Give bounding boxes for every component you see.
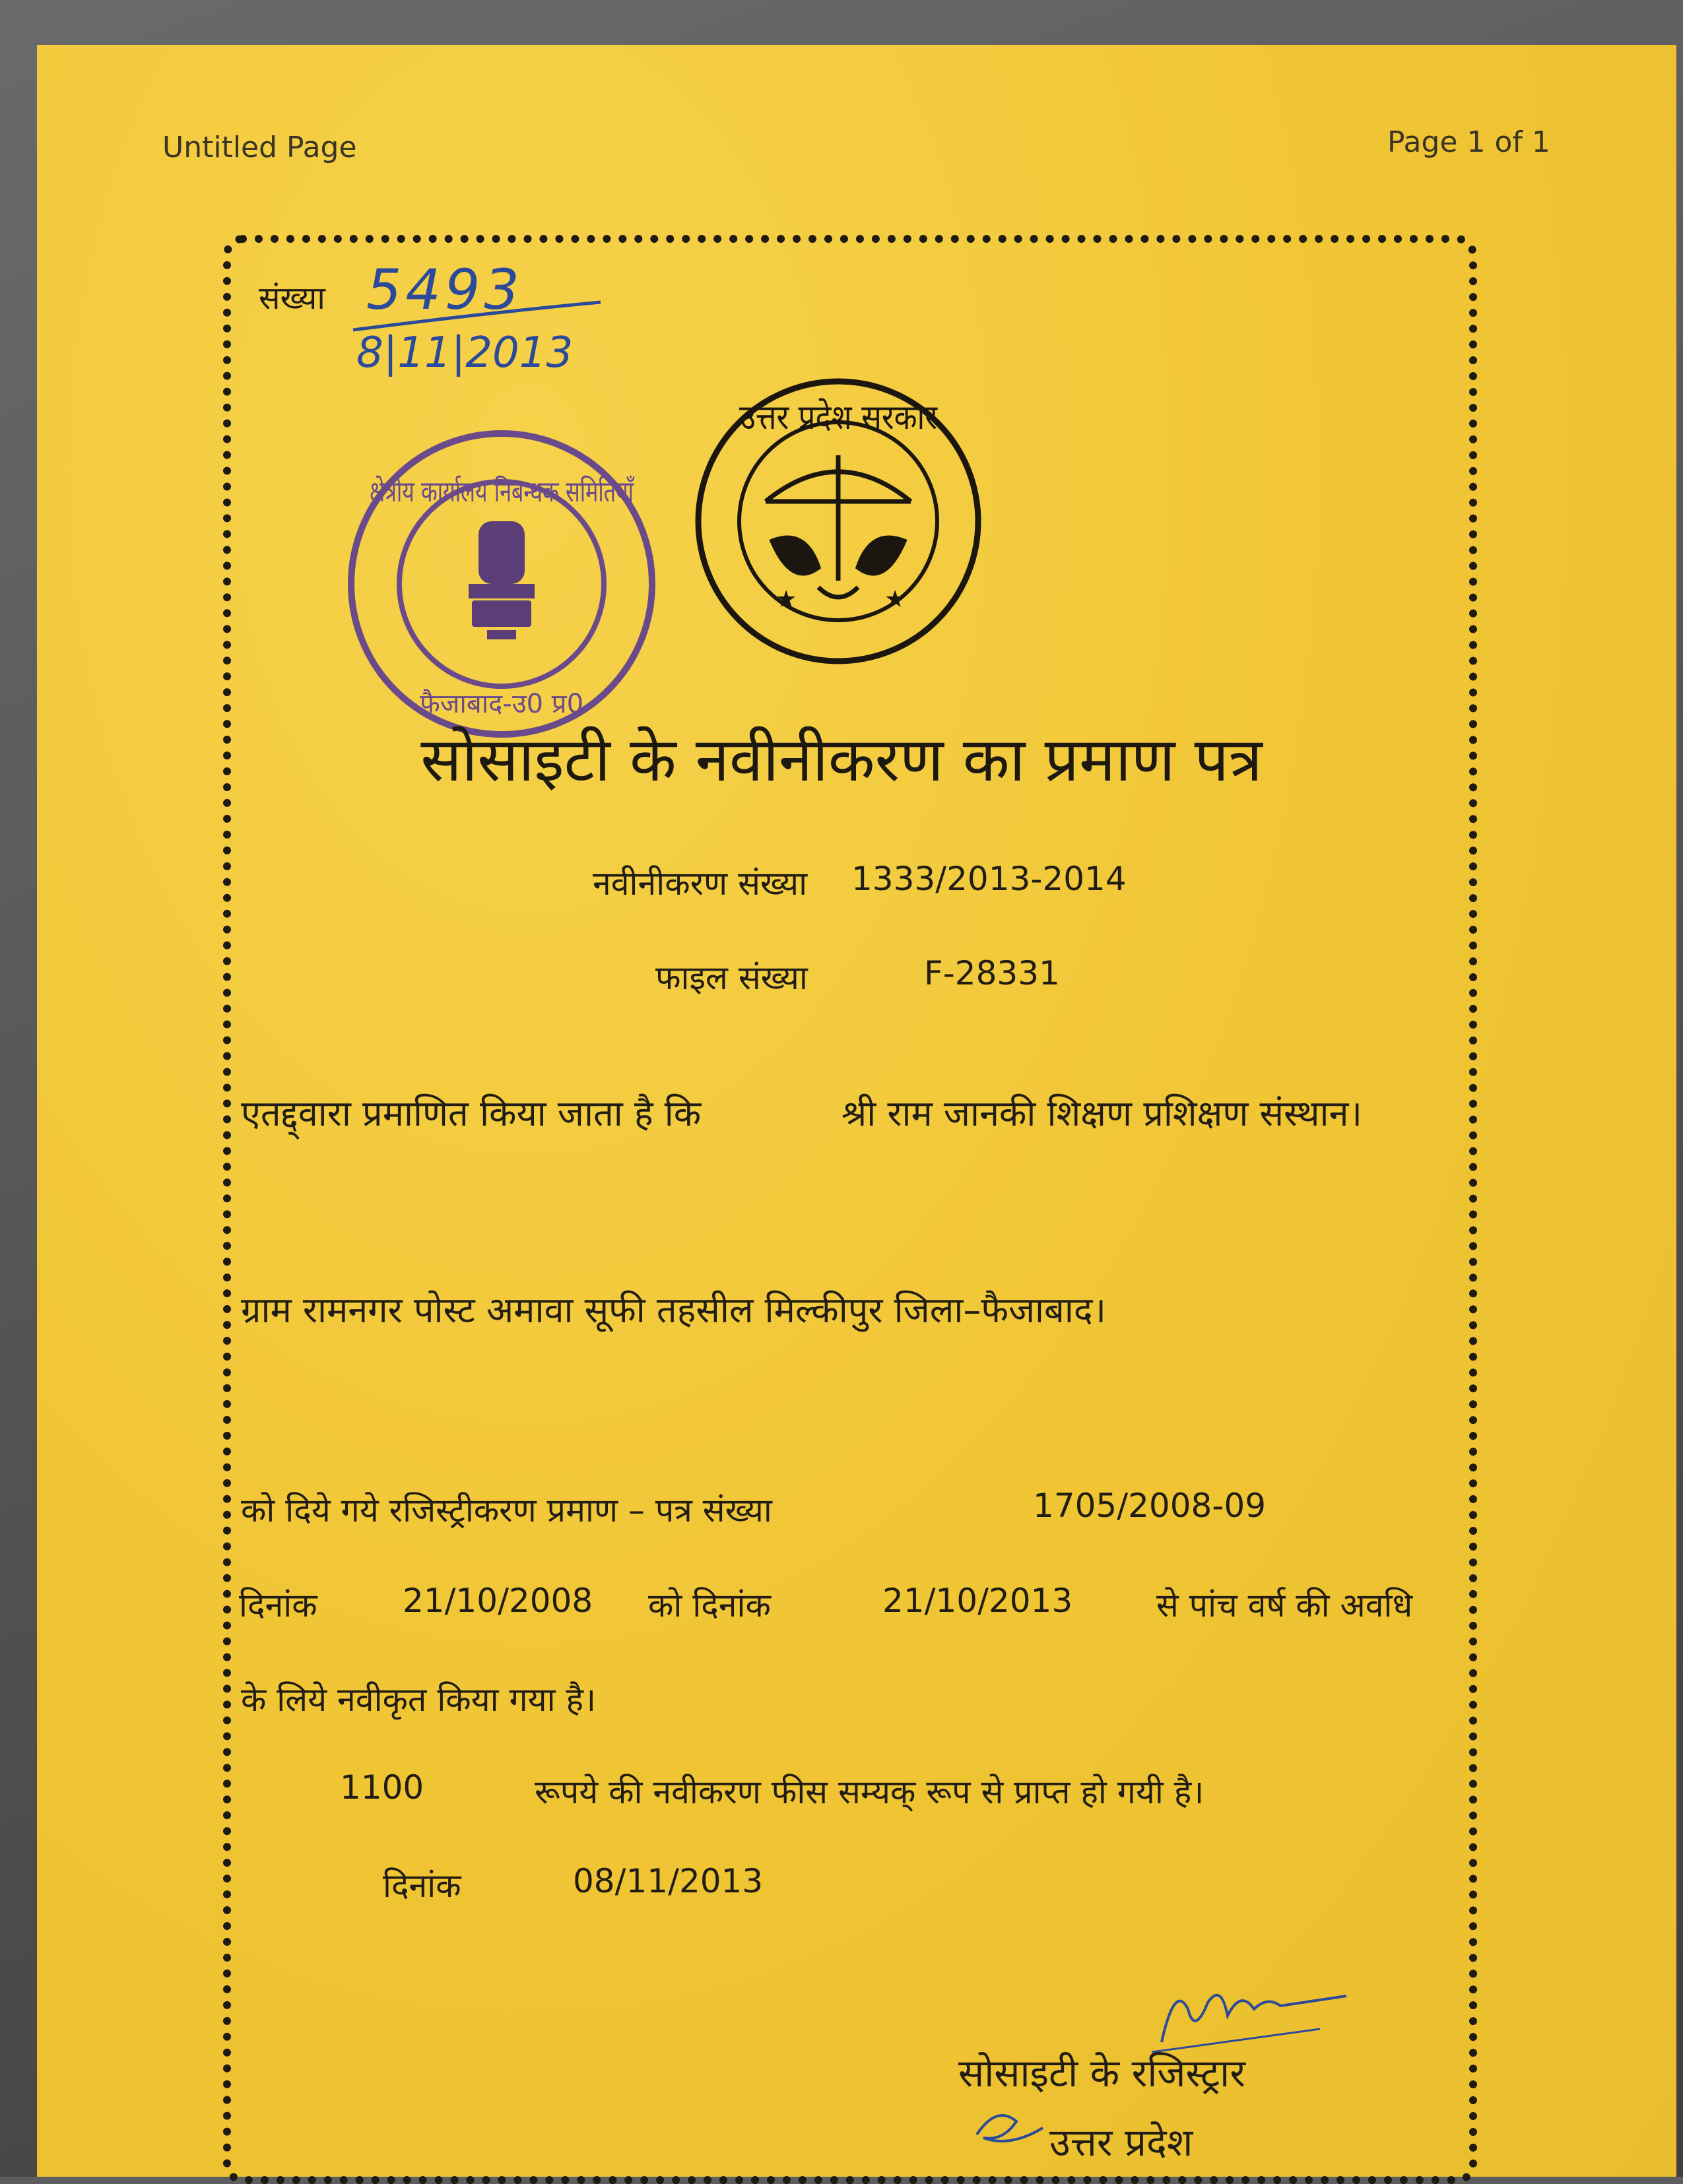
renewal-number-label: नवीनीकरण संख्या <box>593 864 808 903</box>
date-label: दिनांक <box>239 1586 317 1624</box>
bow-arrow-fish-icon <box>766 455 911 597</box>
handwritten-number: 5493 <box>366 257 523 322</box>
fee-amount: 1100 <box>340 1768 424 1807</box>
period-text: से पांच वर्ष की अवधि <box>1156 1586 1413 1624</box>
up-government-emblem <box>686 369 990 673</box>
renewed-text: के लिये नवीकृत किया गया है। <box>241 1681 597 1719</box>
registrar-title: सोसाइटी के रजिस्ट्रार <box>958 2051 1245 2096</box>
ashoka-emblem-icon <box>469 521 535 639</box>
initials-mark <box>970 2102 1049 2154</box>
society-name: श्री राम जानकी शिक्षण प्रशिक्षण संस्थान। <box>842 1093 1362 1134</box>
page-header-title: Untitled Page <box>162 131 357 164</box>
file-number-label: फाइल संख्या <box>655 959 808 997</box>
emblem-ring-text: उत्तर प्रदेश सरकार <box>739 398 939 437</box>
registration-text: को दिये गये रजिस्ट्रीकरण प्रमाण – पत्र संख्या <box>241 1491 772 1529</box>
handwritten-date: 8|11|2013 <box>356 329 574 377</box>
registration-number: 1705/2008-09 <box>1033 1487 1267 1525</box>
page-header-number: Page 1 of 1 <box>1387 125 1550 159</box>
date-to: 21/10/2013 <box>882 1582 1073 1620</box>
society-address: ग्राम रामनगर पोस्ट अमावा सूफी तहसील मिल्कीपुर जिला–फैजाबाद। <box>241 1289 1106 1331</box>
handwritten-underline <box>350 290 607 343</box>
registrar-state: उत्तर प्रदेश <box>1049 2120 1193 2165</box>
certificate-title: सोसाइटी के नवीनीकरण का प्रमाण पत्र <box>420 724 1263 795</box>
issue-date: 08/11/2013 <box>573 1862 764 1900</box>
office-stamp <box>337 422 680 752</box>
file-number: F-28331 <box>924 954 1060 992</box>
issue-date-label: दिनांक <box>383 1867 461 1905</box>
certify-text: एतद्द्वारा प्रमाणित किया जाता है कि <box>241 1093 702 1134</box>
star-icon-right: ★ <box>884 586 906 613</box>
stamp-ring-text: क्षेत्रीय कार्यालय निबन्धक समितियाँ <box>370 475 635 509</box>
to-date-label: को दिनांक <box>648 1586 771 1624</box>
sankhya-label: संख्या <box>259 280 325 317</box>
stamp-city-text: फैजाबाद-उ0 प्र0 <box>419 689 584 719</box>
star-icon-left: ★ <box>776 586 797 613</box>
renewal-number: 1333/2013-2014 <box>851 860 1127 898</box>
date-from: 21/10/2008 <box>403 1582 593 1620</box>
fee-text: रूपये की नवीकरण फीस सम्यक् रूप से प्राप्त हो गयी है। <box>535 1773 1204 1811</box>
